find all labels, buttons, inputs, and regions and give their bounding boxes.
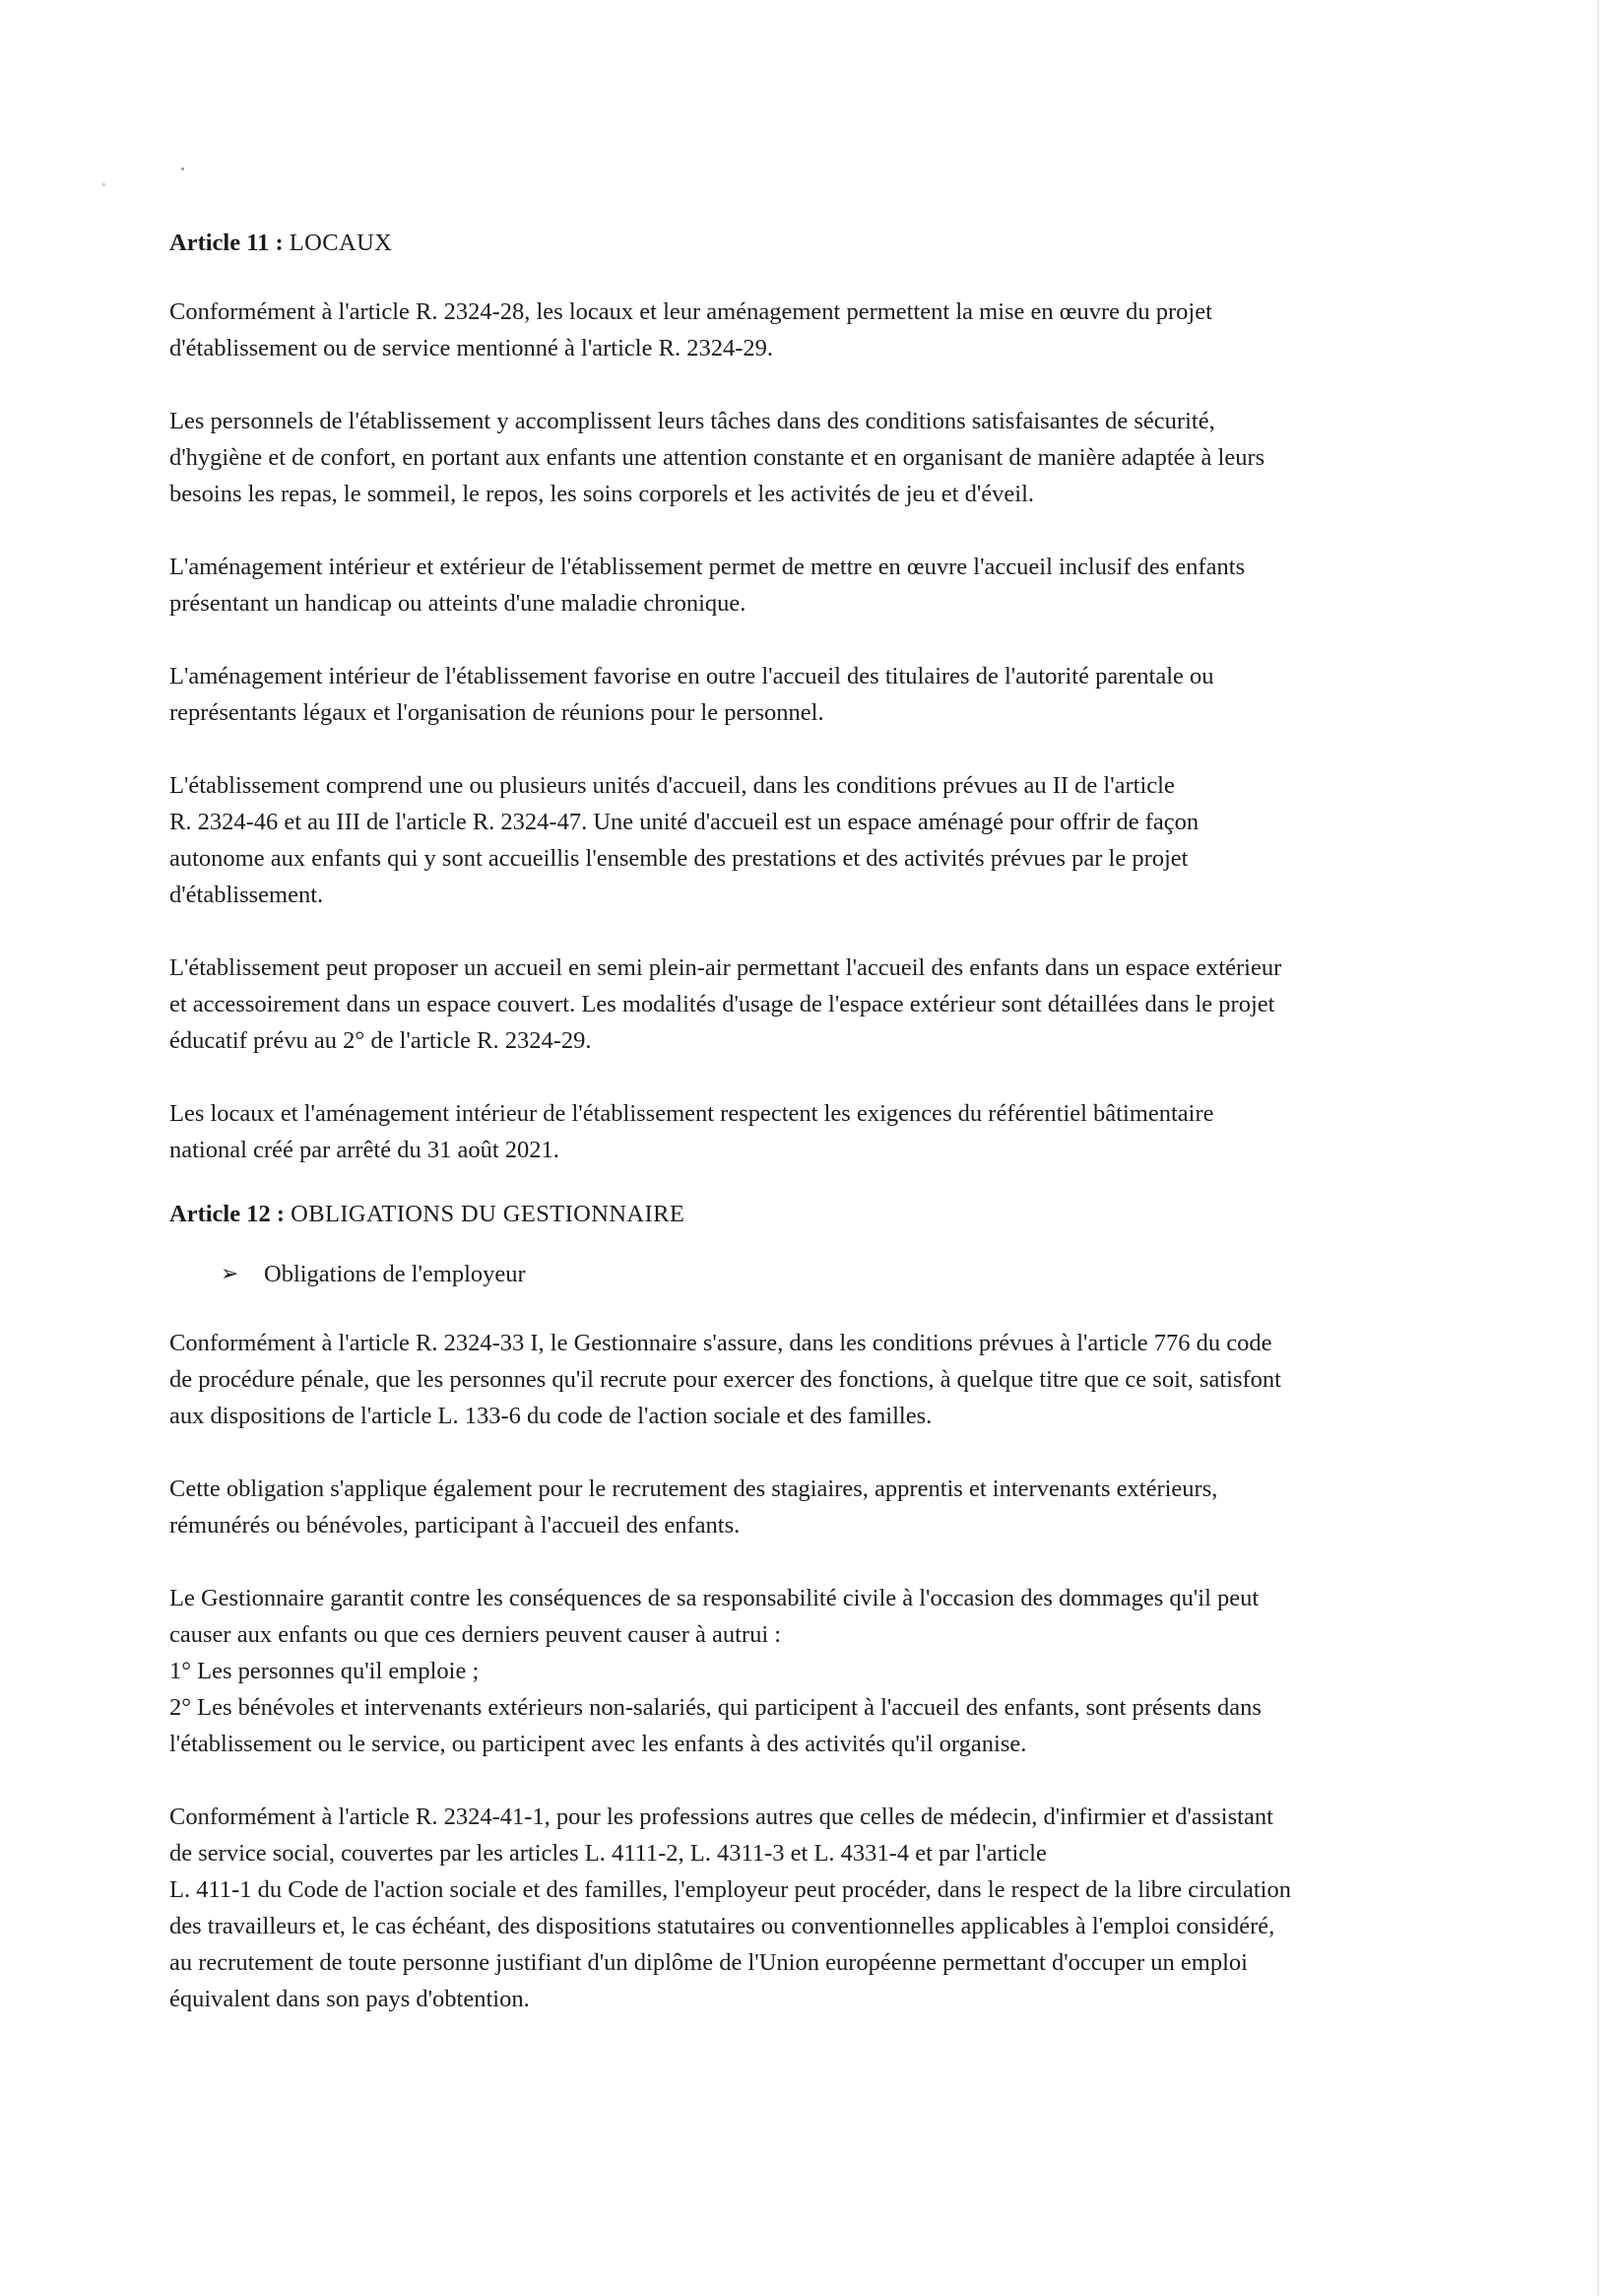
paragraph-line: 1° Les personnes qu'il emploie ;: [169, 1658, 480, 1684]
paragraph-line: d'hygiène et de confort, en portant aux enfants une attention constante et en organisant de manière adaptée à leurs: [169, 444, 1265, 471]
paragraph-line: aux dispositions de l'article L. 133-6 du code de l'action sociale et des familles.: [169, 1403, 933, 1429]
article-11-label: Article 11: [169, 230, 270, 256]
paragraph: [169, 294, 1424, 366]
paragraph: [169, 1325, 1424, 1434]
paragraph-line: R. 2324-46 et au III de l'article R. 2324-47. Une unité d'accueil est un espace aménagé pour offrir de façon: [169, 809, 1200, 835]
paragraph-line: Les locaux et l'aménagement intérieur de l'établissement respectent les exigences du référentiel bâtimentaire: [169, 1100, 1214, 1127]
paragraph-line: de service social, couvertes par les articles L. 4111-2, L. 4311-3 et L. 4331-4 et par l'article: [169, 1840, 1047, 1867]
paragraph-line: éducatif prévu au 2° de l'article R. 2324-29.: [169, 1027, 592, 1054]
paragraph-line: L'aménagement intérieur et extérieur de l'établissement permet de mettre en œuvre l'accueil inclusif des enfants: [169, 554, 1246, 580]
paragraph-line: Le Gestionnaire garantit contre les conséquences de sa responsabilité civile à l'occasion des dommages qu'il peut: [169, 1585, 1260, 1611]
article-12-title: OBLIGATIONS DU GESTIONNAIRE: [291, 1201, 685, 1227]
bullet-item: [169, 1256, 1424, 1292]
paragraph: [169, 950, 1424, 1059]
paragraph-line: présentant un handicap ou atteints d'une maladie chronique.: [169, 590, 746, 617]
paragraph: [169, 658, 1424, 731]
paragraph-line: causer aux enfants ou que ces derniers peuvent causer à autrui :: [169, 1621, 782, 1648]
paragraph-line: autonome aux enfants qui y sont accueillis l'ensemble des prestations et des activités prévues par le projet: [169, 845, 1189, 872]
paragraph: [169, 1799, 1424, 2017]
paragraph: [169, 549, 1424, 622]
paragraph-line: de procédure pénale, que les personnes qu'il recrute pour exercer des fonctions, à quelque titre que ce soit, satisfont: [169, 1366, 1281, 1393]
paragraph-line: d'établissement.: [169, 882, 324, 908]
paragraph: [169, 1471, 1424, 1543]
paragraph-line: national créé par arrêté du 31 août 2021.: [169, 1137, 559, 1163]
paragraph-line: Cette obligation s'applique également pour le recrutement des stagiaires, apprentis et intervenants extérieurs,: [169, 1476, 1218, 1502]
bullet-text: Obligations de l'employeur: [264, 1261, 526, 1287]
paragraph-line: et accessoirement dans un espace couvert. Les modalités d'usage de l'espace extérieur sont détaillées dans le projet: [169, 991, 1275, 1017]
paragraph-line: Les personnels de l'établissement y accomplissent leurs tâches dans des conditions satisfaisantes de sécurité,: [169, 408, 1215, 434]
paragraph-line: Conformément à l'article R. 2324-33 I, le Gestionnaire s'assure, dans les conditions prévues à l'article 776 du code: [169, 1330, 1272, 1356]
paragraph-line: 2° Les bénévoles et intervenants extérieurs non-salariés, qui participent à l'accueil des enfants, sont présents dans: [169, 1694, 1262, 1721]
paragraph-line: représentants légaux et l'organisation de réunions pour le personnel.: [169, 699, 824, 726]
paragraph-line: des travailleurs et, le cas échéant, des dispositions statutaires ou conventionnelles applicables à l'emploi considéré,: [169, 1913, 1275, 1939]
article-11-title: LOCAUX: [289, 230, 393, 256]
paragraph-line: au recrutement de toute personne justifiant d'un diplôme de l'Union européenne permettant d'occuper un emploi: [169, 1949, 1248, 1976]
document-body: [169, 225, 1424, 2054]
paragraph: [169, 1095, 1424, 1168]
scan-speck: [102, 183, 105, 186]
article-12-label: Article 12: [169, 1201, 271, 1227]
paragraph-line: L. 411-1 du Code de l'action sociale et des familles, l'employeur peut procéder, dans le respect de la libre circulation: [169, 1876, 1291, 1903]
article-12-heading: [169, 1196, 1424, 1232]
paragraph-line: L'établissement comprend une ou plusieurs unités d'accueil, dans les conditions prévues au II de l'article: [169, 772, 1175, 799]
scan-edge: [1597, 0, 1599, 2296]
arrowhead-bullet-icon: ➢: [221, 1262, 239, 1286]
paragraph-line: L'établissement peut proposer un accueil en semi plein-air permettant l'accueil des enfants dans un espace extérieur: [169, 954, 1282, 981]
article-12-separator: :: [270, 1201, 292, 1227]
scan-speck: [181, 167, 184, 170]
paragraph-line: équivalent dans son pays d'obtention.: [169, 1986, 530, 2012]
article-11-separator: :: [269, 230, 290, 256]
paragraph-line: Conformément à l'article R. 2324-28, les locaux et leur aménagement permettent la mise en œuvre du projet: [169, 298, 1212, 325]
article-11-heading: [169, 225, 1424, 261]
paragraph-line: l'établissement ou le service, ou participent avec les enfants à des activités qu'il organise.: [169, 1731, 1027, 1757]
paragraph: [169, 1580, 1424, 1762]
paragraph: [169, 767, 1424, 913]
paragraph-line: rémunérés ou bénévoles, participant à l'accueil des enfants.: [169, 1512, 741, 1539]
paragraph-line: besoins les repas, le sommeil, le repos, les soins corporels et les activités de jeu et d'éveil.: [169, 481, 1035, 507]
paragraph: [169, 403, 1424, 512]
paragraph-line: d'établissement ou de service mentionné à l'article R. 2324-29.: [169, 335, 773, 361]
paragraph-line: L'aménagement intérieur de l'établissement favorise en outre l'accueil des titulaires de l'autorité parentale ou: [169, 663, 1214, 689]
paragraph-line: Conformément à l'article R. 2324-41-1, pour les professions autres que celles de médecin, d'infirmier et d'assistant: [169, 1804, 1273, 1830]
